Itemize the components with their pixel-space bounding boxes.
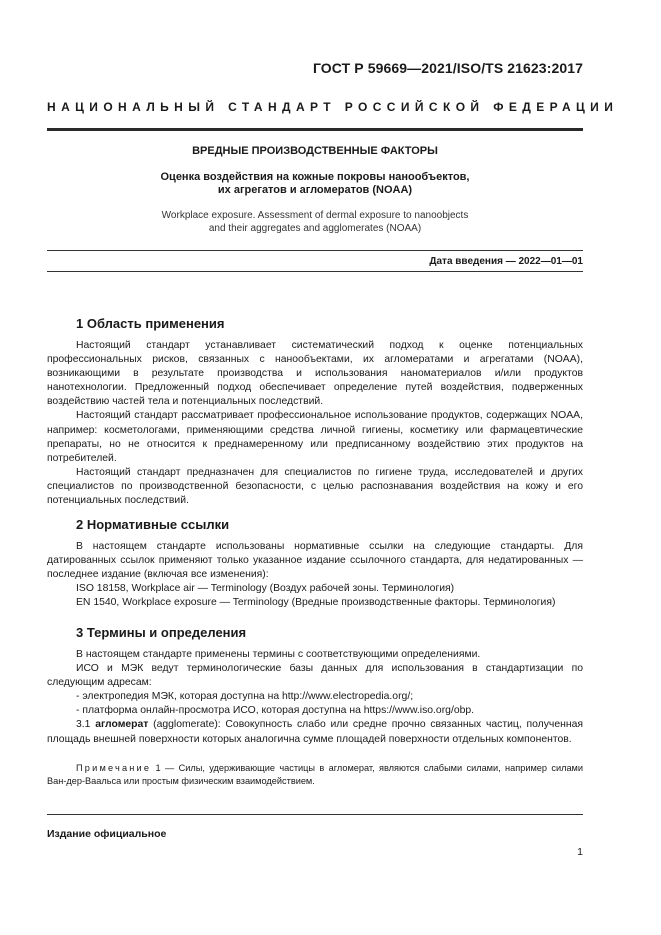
normative-reference-en-1540: EN 1540, Workplace exposure — Terminology (Вредные производственные факторы. Терминология) [76, 597, 556, 609]
note-text: 1 — Силы, удерживающие частицы в агломерат, являются слабыми силами, например силами Ван-дер-Ваальса или простым физическим взаимодействием. [47, 763, 583, 786]
section-1-heading: 1 Область применения [76, 316, 225, 331]
footer-rule [47, 814, 583, 815]
official-edition-label: Издание официальное [47, 828, 167, 840]
document-number: ГОСТ Р 59669—2021/ISO/TS 21623:2017 [312, 60, 583, 76]
introduction-date: Дата введения — 2022—01—01 [429, 256, 583, 267]
page-number: 1 [577, 846, 583, 858]
section-1-paragraph-3: Настоящий стандарт предназначен для специалистов по гигиене труда, исследователей и других специалистов по производственной безопасности, с целью распознавания воздействия на кожу и его потенциальных последствий. [47, 466, 583, 507]
title-english-line1: Workplace exposure. Assessment of dermal exposure to nanoobjects [161, 210, 469, 221]
term-definition-text: (agglomerate): Совокупность слабо или средне прочно связанных частиц, полученная площадь внешней поверхности которых аналогична сумме площадей поверхности отдельных компонентов. [47, 719, 583, 745]
section-2-body [47, 540, 583, 610]
term-definition-agglomerate [47, 718, 583, 746]
header-rule [47, 128, 583, 131]
section-1-paragraph-2: Настоящий стандарт рассматривает профессиональное использование продуктов, содержащих NOAA, например: косметологами, применяющими средства личной гигиены, косметику или фармацевтические препараты, но не относится к преднамеренному или предписанному воздействию этих продуктов на потребителей. [47, 410, 583, 464]
normative-reference-iso-18158: ISO 18158, Workplace air — Terminology (Воздух рабочей зоны. Терминология) [76, 583, 455, 595]
section-3-paragraph-1: В настоящем стандарте применены термины с соответствующими определениями. [76, 649, 481, 660]
title-subtitle-line2: их агрегатов и агломератов (NOAA) [217, 184, 413, 196]
terminology-source-electropedia: - электропедия МЭК, которая доступна на http://www.electropedia.org/; [76, 691, 414, 703]
date-rule-bottom [47, 271, 583, 272]
title-main: ВРЕДНЫЕ ПРОИЗВОДСТВЕННЫЕ ФАКТОРЫ [192, 145, 438, 157]
section-3-paragraph-2: ИСО и МЭК ведут терминологические базы данных для использования в стандартизации по следующим адресам: [47, 663, 583, 689]
terminology-source-iso-obp: - платформа онлайн-просмотра ИСО, которая доступна на https://www.iso.org/obp. [76, 705, 475, 717]
section-1-body [47, 339, 583, 508]
section-2-paragraph-1: В настоящем стандарте использованы нормативные ссылки на следующие стандарты. Для датированных ссылок применяют только указанное издание ссылочного стандарта, для недатированных — последнее издание (включая все изменения): [47, 541, 583, 581]
title-english-line2: and their aggregates and agglomerates (NOAA) [208, 223, 422, 234]
title-subtitle-line1: Оценка воздействия на кожные покровы нанообъектов, [160, 171, 470, 183]
national-standard-heading: НАЦИОНАЛЬНЫЙ СТАНДАРТ РОССИЙСКОЙ ФЕДЕРАЦИИ [47, 100, 619, 114]
title-subtitle [47, 171, 583, 197]
note-label: Примечание [76, 763, 152, 773]
section-3-heading: 3 Термины и определения [76, 625, 247, 640]
section-2-heading: 2 Нормативные ссылки [76, 517, 230, 532]
term-note [47, 762, 583, 788]
section-3-body [47, 648, 583, 747]
date-rule-top [47, 250, 583, 251]
title-english [47, 209, 583, 235]
section-1-paragraph-1: Настоящий стандарт устанавливает систематический подход к оценке потенциальных профессиональных рисков, связанных с нанообъектами, их агломератами и агрегатами (NOAA), возникающими в результате производства и использования наноматериалов и/или продуктов нанотехнологии. Предложенный подход обеспечивает определение путей воздействия, подверженных воздействию частей тела и потенциальных последствий. [47, 340, 583, 408]
term-number: 3.1 [76, 719, 91, 731]
term-name: агломерат [95, 719, 149, 731]
